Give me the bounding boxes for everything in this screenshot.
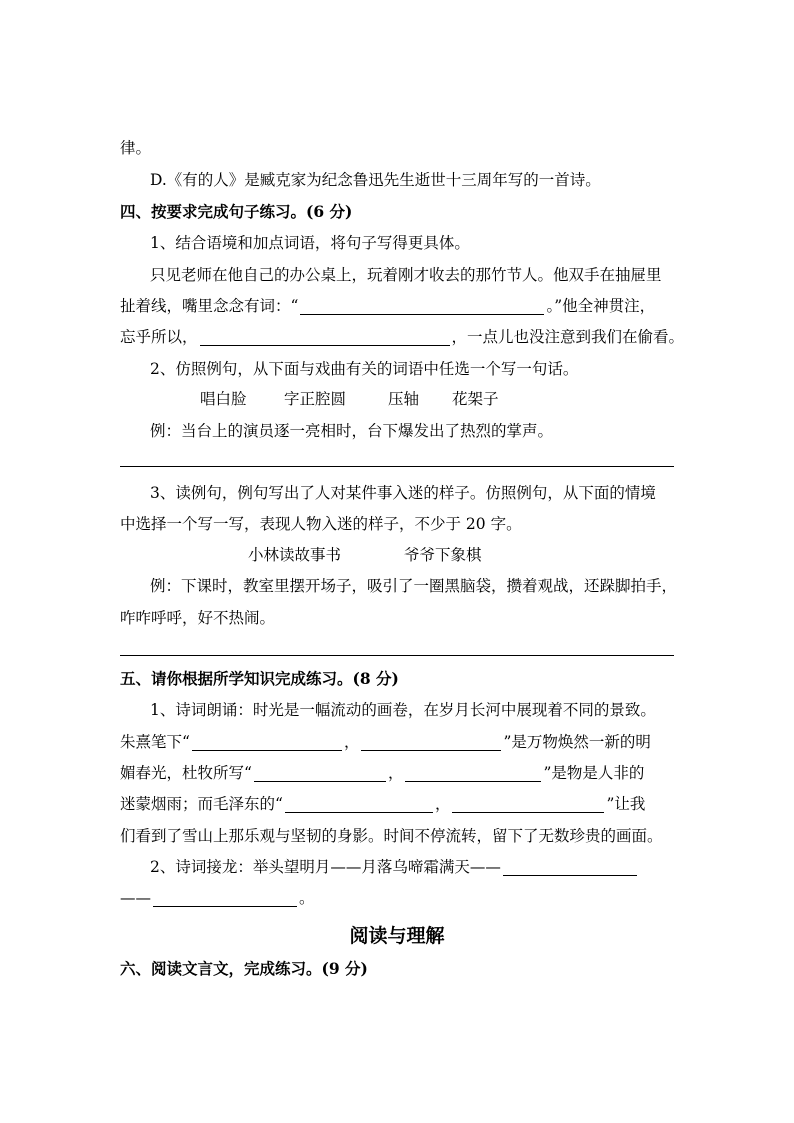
line-text: ”让我 <box>606 795 646 813</box>
line-text: ”是万物焕然一新的明 <box>503 733 651 751</box>
section-5-title <box>120 664 676 694</box>
poem-line <box>120 789 676 819</box>
situation-option: 小林读故事书 <box>248 546 342 564</box>
line-text: 只见老师在他自己的办公桌上，玩着刚才收去的那竹节人。他双手在抽屉里 <box>150 266 662 284</box>
line-text: 。”他全神贯注， <box>546 297 656 315</box>
line-text: 2、仿照例句，从下面与戏曲有关的词语中任选一个写一句话。 <box>150 360 579 378</box>
word-option: 压轴 <box>388 390 420 408</box>
poem-line <box>120 727 676 757</box>
passage-line <box>120 322 685 352</box>
line-text: ， <box>343 733 360 751</box>
line-text: ，一点儿也没注意到我们在偷看。 <box>451 328 685 346</box>
question-4-1 <box>150 228 676 258</box>
example-sentence <box>150 571 676 601</box>
line-text: ， <box>387 764 404 782</box>
answer-blank[interactable] <box>285 791 433 813</box>
passage-line <box>120 291 676 321</box>
text-line <box>120 821 676 851</box>
text-line <box>120 133 676 163</box>
answer-blank[interactable] <box>361 729 501 751</box>
line-text: 忘乎所以， <box>120 328 198 346</box>
line-text: 例：当台上的演员逐一亮相时，台下爆发出了热烈的掌声。 <box>150 422 554 440</box>
question-4-3 <box>150 478 676 508</box>
situation-option: 爷爷下象棋 <box>404 546 482 564</box>
word-option: 唱白脸 <box>200 390 247 408</box>
line-text: —— <box>120 889 151 907</box>
answer-blank[interactable] <box>153 885 297 907</box>
line-text: ”是物是人非的 <box>543 764 645 782</box>
line-text: 律。 <box>120 139 152 157</box>
line-text: 2、诗词接龙：举头望明月——月落乌啼霜满天—— <box>150 858 501 876</box>
section-4-title <box>120 197 676 227</box>
line-text: 朱熹笔下“ <box>120 733 190 751</box>
example-sentence <box>150 416 676 446</box>
situation-options <box>120 540 676 570</box>
answer-blank[interactable] <box>192 729 342 751</box>
question-4-2 <box>150 354 676 384</box>
line-text: ， <box>434 795 451 813</box>
line-text: 。 <box>299 889 315 907</box>
word-option: 字正腔圆 <box>284 390 347 408</box>
line-text: 扯着线，嘴里念念有词：“ <box>120 297 299 315</box>
line-text: 媚春光，杜牧所写“ <box>120 764 252 782</box>
line-text: 四、按要求完成句子练习。(6 分) <box>120 202 353 221</box>
line-text: 们看到了雪山上那乐观与坚韧的身影。时间不停流转，留下了无数珍贵的画面。 <box>120 827 663 845</box>
text-line <box>120 883 676 913</box>
answer-blank[interactable] <box>503 854 637 876</box>
answer-line[interactable] <box>120 466 674 467</box>
line-text: 咋咋呼呼，好不热闹。 <box>120 609 276 627</box>
text-line <box>120 509 676 539</box>
section-heading: 阅读与理解 <box>349 925 445 947</box>
line-text: 1、结合语境和加点词语，将句子写得更具体。 <box>150 234 470 252</box>
answer-line[interactable] <box>120 655 674 656</box>
line-text: 例：下课时，教室里摆开场子，吸引了一圈黑脑袋，攒着观战，还跺脚拍手， <box>150 577 678 595</box>
line-text: 迷蒙烟雨；而毛泽东的“ <box>120 795 283 813</box>
section-6-title <box>120 954 676 984</box>
line-text: 3、读例句，例句写出了人对某件事入迷的样子。仿照例句，从下面的情境 <box>150 484 656 502</box>
poem-line <box>120 758 676 788</box>
answer-blank[interactable] <box>300 293 544 315</box>
line-text: 六、阅读文言文，完成练习。(9 分) <box>120 959 368 978</box>
word-option: 花架子 <box>452 390 499 408</box>
option-d <box>150 165 676 195</box>
answer-blank[interactable] <box>254 760 386 782</box>
text-line <box>120 603 676 633</box>
answer-blank[interactable] <box>452 791 604 813</box>
question-5-2 <box>150 852 676 882</box>
passage-line <box>150 260 676 290</box>
answer-blank[interactable] <box>405 760 541 782</box>
line-text: D.《有的人》是臧克家为纪念鲁迅先生逝世十三周年写的一首诗。 <box>150 171 601 189</box>
answer-blank[interactable] <box>200 324 450 346</box>
question-5-1 <box>150 695 676 725</box>
word-options <box>120 384 676 414</box>
line-text: 1、诗词朗诵：时光是一幅流动的画卷，在岁月长河中展现着不同的景致。 <box>150 701 656 719</box>
line-text: 五、请你根据所学知识完成练习。(8 分) <box>120 669 399 688</box>
line-text: 中选择一个写一写，表现人物入迷的样子，不少于 20 字。 <box>120 515 522 533</box>
